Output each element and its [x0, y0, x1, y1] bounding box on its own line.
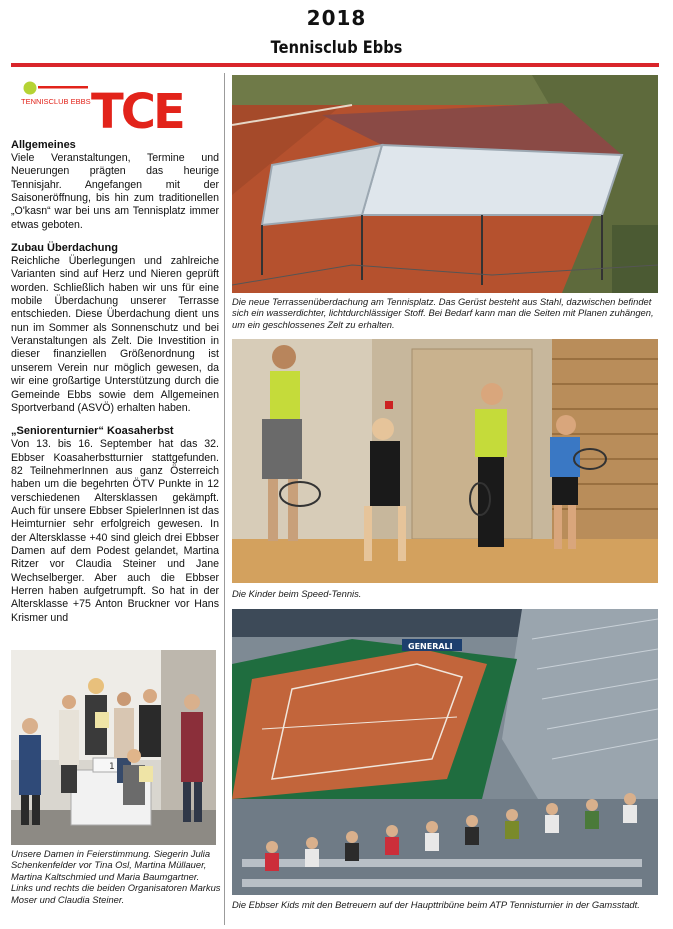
svg-text:1: 1 — [109, 762, 115, 772]
column-divider — [224, 73, 225, 925]
year-heading: 2018 — [306, 6, 367, 30]
section-heading-general: Allgemeines — [11, 139, 76, 151]
article-column — [11, 138, 219, 634]
club-title: Tennisclub Ebbs — [270, 38, 403, 58]
section-body-general: Viele Veranstaltungen, Termine und Neuerungen prägten das heurige Tennisjahr. Angefangen mit der Saisoneröffnung, bis hin zum traditionellen „O'kasn“ war bei uns am Tennisplatz immer etwas geboten. — [11, 152, 219, 231]
photo-ladies-podium — [11, 650, 216, 845]
tennis-ball-icon — [24, 82, 37, 95]
section-heading-roof: Zubau Überdachung — [11, 242, 118, 255]
generali-banner: GENERALI — [408, 642, 453, 651]
logo-swoosh — [38, 86, 88, 89]
caption-roof: Die neue Terrassenüberdachung am Tennisplatz. Das Gerüst besteht aus Stahl, dazwischen befindet sich ein wasserdichter, lichtdurchlässiger Stoff. Bei Bedarf kann man die Seiten mit Planen zuhängen, um ein geschlossenes Zelt zu erhalten. — [232, 296, 654, 330]
red-divider — [11, 63, 659, 67]
photo-kids-speed-tennis — [232, 339, 658, 583]
caption-kids: Die Kinder beim Speed-Tennis. — [232, 588, 362, 599]
caption-stadium: Die Ebbser Kids mit den Betreuern auf der Haupttribüne beim ATP Tennisturnier in der Gamsstadt. — [232, 899, 640, 910]
photo-terrace-roof — [232, 75, 658, 293]
tce-logo — [17, 80, 197, 134]
section-body-roof: Reichliche Überlegungen und zahlreiche Varianten sind auf Herz und Nieren geprüft worden. Schließlich haben wir uns für eine mobile Überdachung unserer Terrasse entschieden. Diese Überdachung dient uns nun im Sommer als Sonnenschutz und bei Veranstaltungen als Zelt. Die Investition in dieser finanziellen Größenordnung ist unserem Verein nur möglich gewesen, da wir eine großartige Unterstützung durch die Gemeinde Ebbs sowie dem Allgemeinen Sportverband (ASVÖ) erhalten haben. — [11, 255, 219, 414]
logo-small-text: TENNISCLUB EBBS — [21, 97, 91, 106]
section-heading-tournament: „Seniorenturnier“ Koasaherbst — [11, 425, 174, 438]
caption-ladies: Unsere Damen in Feierstimmung. Siegerin Julia Schenkenfelder vor Tina Osl, Martina Müllauer, Martina Kaltschmied und Maria Baumgartner. Links und rechts die beiden Organisatoren Markus Moser und Claudia Steiner. — [11, 848, 221, 905]
logo-letters: TCE — [91, 84, 183, 134]
photo-stadium — [232, 609, 658, 895]
section-body-tournament: Von 13. bis 16. September hat das 32. Ebbser Koasaherbstturnier stattgefunden. 82 TeilnehmerInnen aus ganz Österreich haben um die begehrten ÖTV Punkte in 12 verschiedenen Altersklassen gekämpft. Auch für unsere Ebbser SpielerInnen ist das Heimturnier sehr erfolgreich gewesen. In der Altersklasse +40 sind gleich drei Ebbser Damen auf dem Podest gelandet, Martina Ritzer vor Claudia Steiner und Jane Wechselberger. Aber auch die Ebbser Herren haben aufgetrumpft. So hat in der Altersklasse +75 Anton Bruckner vor Hans Krismer und — [11, 438, 219, 624]
